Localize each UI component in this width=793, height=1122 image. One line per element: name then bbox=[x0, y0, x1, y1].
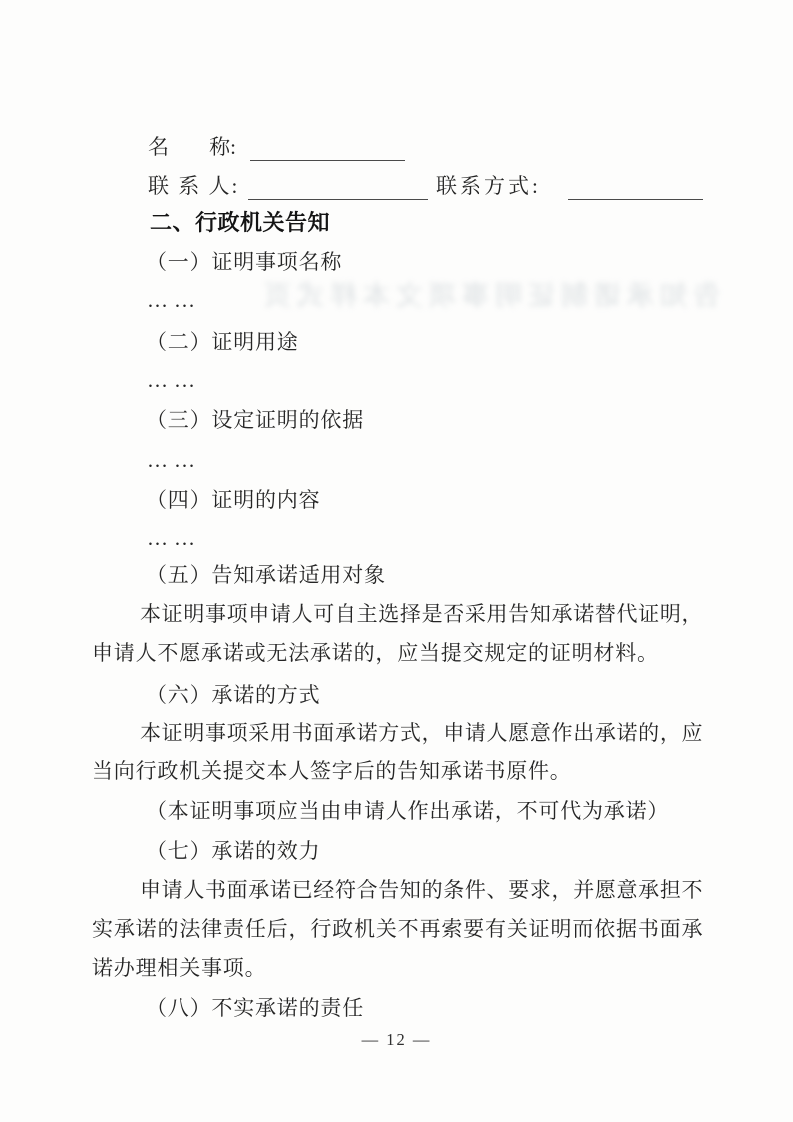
list-item-line: （八）不实承诺的责任 bbox=[146, 996, 364, 1020]
paragraph-line: 申请人书面承诺已经符合告知的条件、要求，并愿意承担不 bbox=[140, 878, 703, 902]
name-field-label-start: 名 bbox=[148, 135, 169, 159]
contact-method-blank-underline bbox=[568, 172, 703, 200]
parenthetical-note-line: （本证明事项应当由申请人作出承诺，不可代为承诺） bbox=[146, 799, 670, 823]
list-item-line: （三）设定证明的依据 bbox=[146, 408, 364, 432]
contact-method-field-label: 联系方式: bbox=[436, 174, 541, 198]
ellipsis-line: …… bbox=[147, 288, 201, 312]
ellipsis-line: …… bbox=[147, 526, 201, 550]
list-item-line: （二）证明用途 bbox=[146, 330, 299, 354]
contact-person-blank-underline bbox=[248, 172, 428, 200]
list-item-line: （五）告知承诺适用对象 bbox=[146, 563, 386, 587]
paragraph-line: 当向行政机关提交本人签字后的告知承诺书原件。 bbox=[92, 759, 572, 783]
paragraph-line: 申请人不愿承诺或无法承诺的，应当提交规定的证明材料。 bbox=[92, 641, 659, 665]
ellipsis-line: …… bbox=[147, 368, 201, 392]
paragraph-line: 实承诺的法律责任后，行政机关不再索要有关证明而依据书面承 bbox=[92, 917, 703, 941]
paragraph-line: 诺办理相关事项。 bbox=[92, 956, 267, 980]
section-heading: 二、行政机关告知 bbox=[150, 210, 331, 235]
list-item-line: （四）证明的内容 bbox=[146, 488, 321, 512]
list-item-line: （一）证明事项名称 bbox=[146, 250, 343, 274]
list-item-line: （六）承诺的方式 bbox=[146, 683, 321, 707]
name-field-label-end: 称: bbox=[209, 135, 236, 159]
name-field-label bbox=[148, 133, 236, 161]
list-item-line: （七）承诺的效力 bbox=[146, 839, 321, 863]
paragraph-line: 本证明事项采用书面承诺方式，申请人愿意作出承诺的，应 bbox=[140, 721, 703, 745]
contact-person-field-label: 联 系 人: bbox=[148, 174, 240, 198]
paragraph-line: 本证明事项申请人可自主选择是否采用告知承诺替代证明， bbox=[140, 602, 703, 626]
bleed-through-artifact: 告知承诺制证明事项文本样式页 bbox=[258, 281, 720, 310]
page-number: — 12 — bbox=[361, 1030, 432, 1049]
name-blank-underline bbox=[250, 133, 405, 161]
ellipsis-line: …… bbox=[147, 448, 201, 472]
